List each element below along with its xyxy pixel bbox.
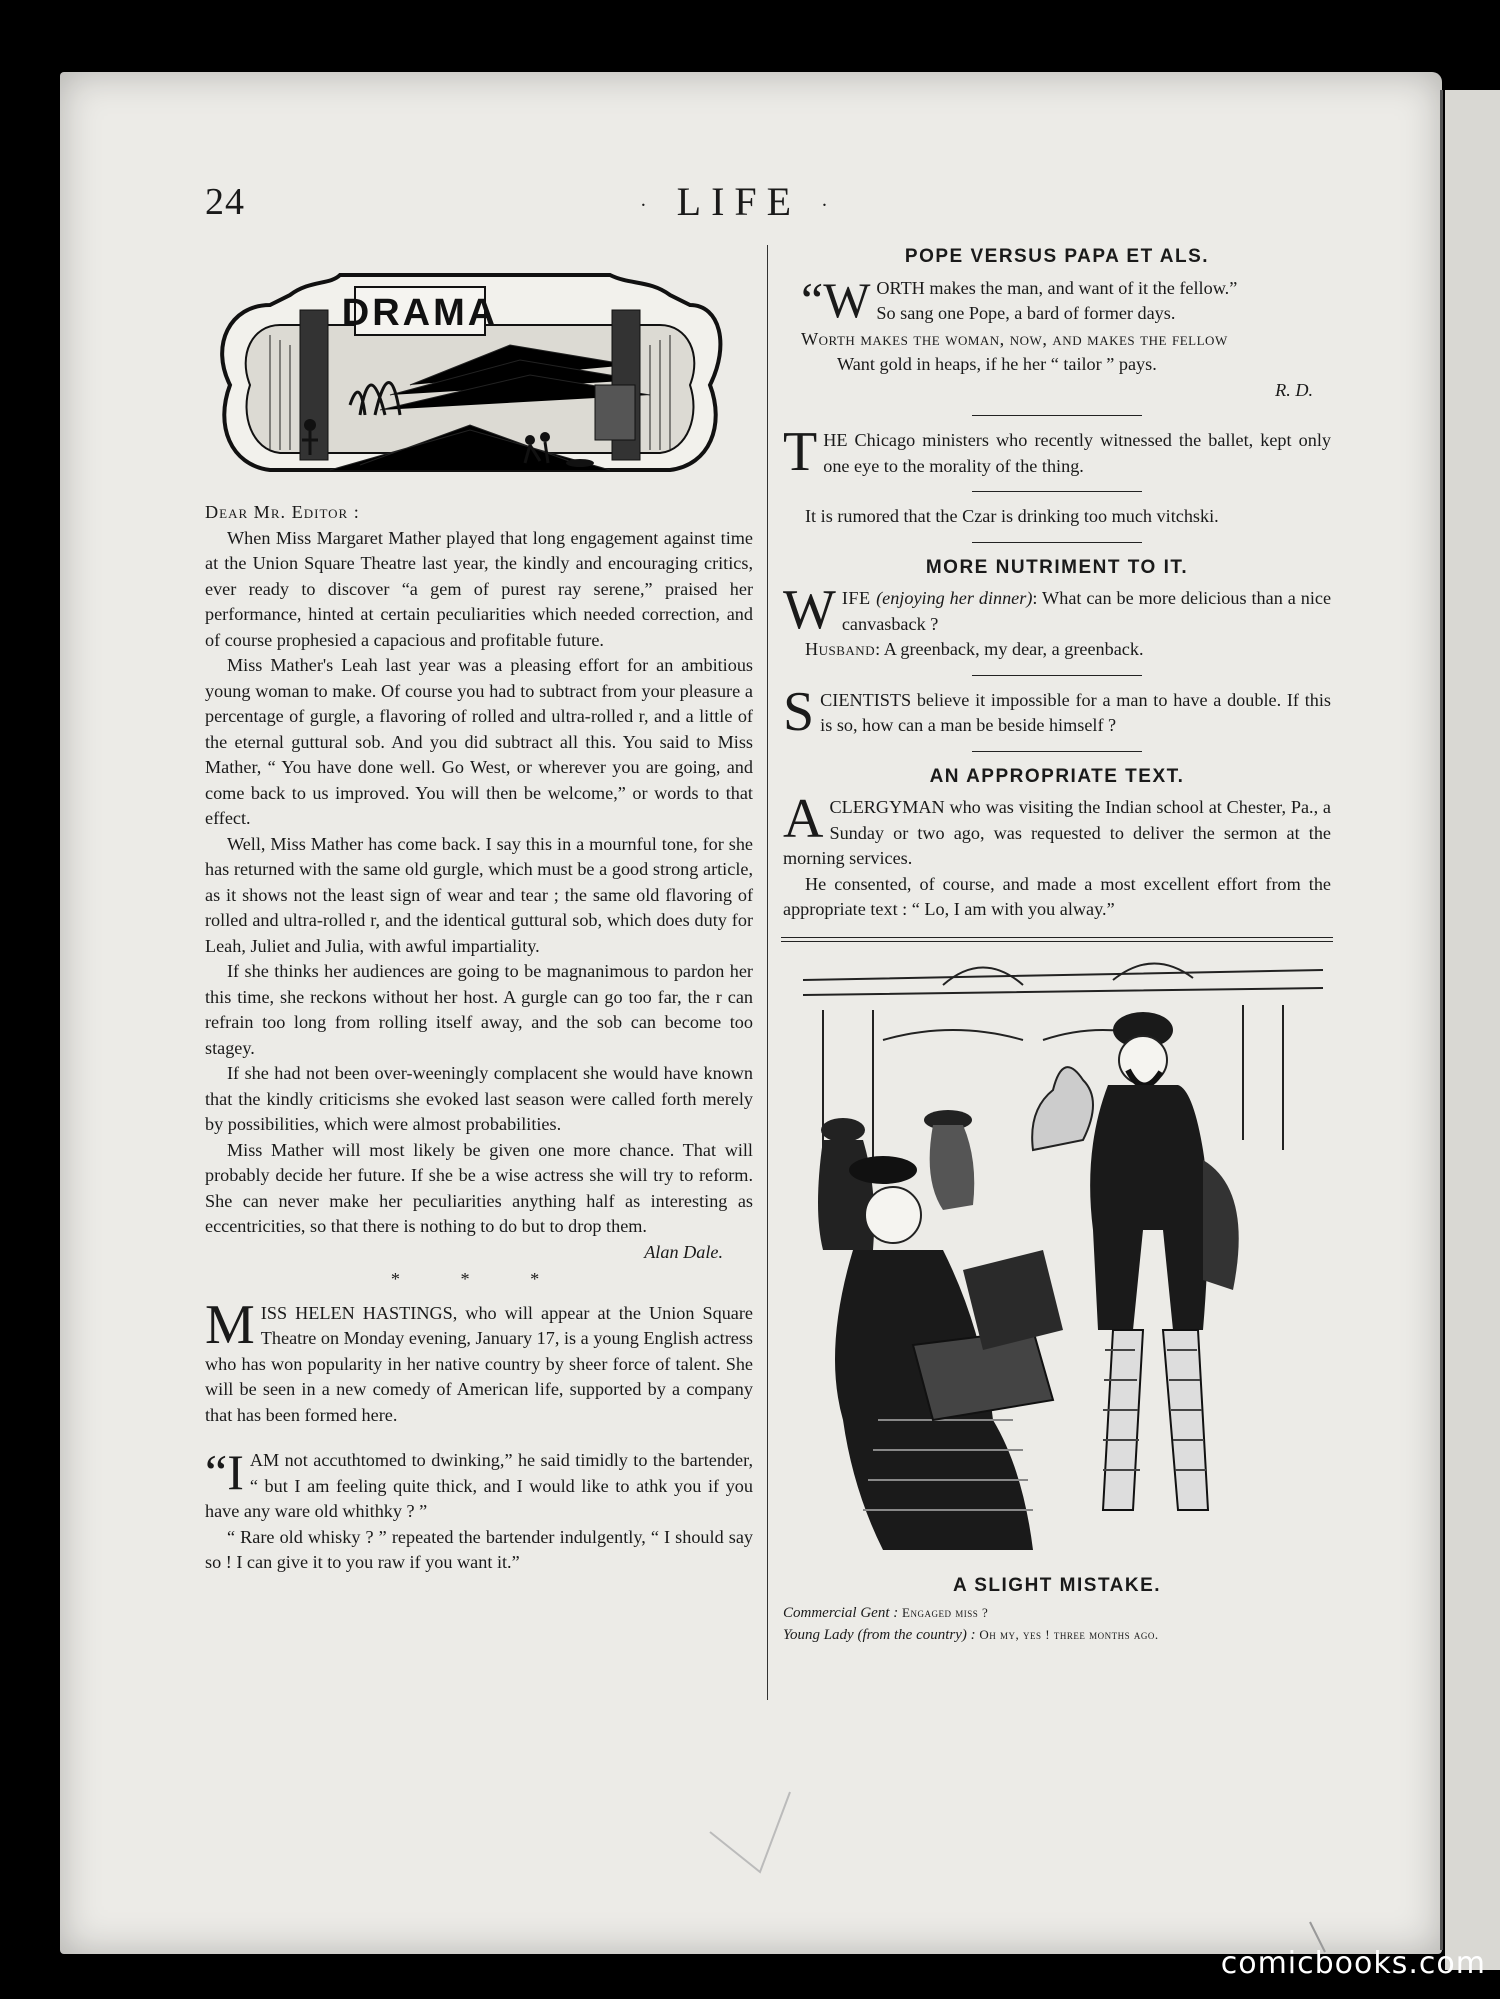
nutriment-heading: MORE NUTRIMENT TO IT. <box>925 556 1189 578</box>
cartoon-caption-title: A SLIGHT MISTAKE. <box>952 1574 1162 1596</box>
facing-page-edge <box>1445 90 1500 1970</box>
wife-label: IFE <box>841 588 877 608</box>
section-rule <box>972 542 1142 543</box>
whisky-text: AM not accuthtomed to dwinking,” he said timidly to the bartender, “ but I am feeling quite thick, and I would like to athk you if you have any ware old whithky ? ” <box>205 1450 753 1521</box>
pope-heading: POPE VERSUS PAPA ET ALS. <box>904 246 1210 267</box>
hastings-dropcap: M <box>205 1293 255 1356</box>
letter-salutation: Dear Mr. Editor : <box>205 502 360 522</box>
article-paragraph: Miss Mather will most likely be given one more chance. That will probably decide her future. If she be a wise actress she will try to reform. She can never make her peculiarities anything half as interesting as eccentricities, so that there is nothing to do but to drop them. <box>205 1139 753 1236</box>
section-rule <box>972 491 1142 492</box>
article-signature: Alan Dale. <box>644 1241 723 1262</box>
left-column <box>205 250 753 1576</box>
clergy-text: CLERGYMAN who was visiting the Indian school at Chester, Pa., a Sunday or two ago, was requested to deliver the sermon at the morning services. <box>783 797 1331 868</box>
pope-line: Worth makes the woman, now, and makes the fellow <box>801 328 1228 349</box>
wife-text: : What can be more delicious than a nice canvasback ? <box>841 588 1332 634</box>
section-rule <box>972 675 1142 676</box>
column-divider <box>767 245 768 1700</box>
chicago-dropcap: T <box>783 421 818 483</box>
czar-paragraph: It is rumored that the Czar is drinking too much vitchski. <box>805 506 1219 526</box>
site-watermark: comicbooks.com <box>1220 1946 1486 1981</box>
wife-stage-direction: (enjoying her dinner) <box>876 588 1033 608</box>
caption-words: Oh my, yes ! three months ago. <box>979 1627 1159 1642</box>
pope-verse <box>783 271 1331 378</box>
pope-dropcap: “W <box>801 271 871 328</box>
whisky-reply: “ Rare old whisky ? ” repeated the bartender indulgently, “ I should say so ! I can give it to you raw if you want it.” <box>205 1526 753 1572</box>
chicago-paragraph <box>783 421 1331 483</box>
scientists-dropcap: S <box>783 680 815 743</box>
chicago-text: HE Chicago ministers who recently witnessed the ballet, kept only one eye to the morality of the thing. <box>823 430 1331 476</box>
section-break-stars: * * * <box>390 1269 568 1289</box>
clergy-dropcap: A <box>783 788 824 850</box>
article-paragraph: When Miss Margaret Mather played that long engagement against time at the Union Square Theatre last year, the kindly and encouraging critics, ever ready to discover “a gem of purest ray serene,” praised her performance, hinted at certain peculiarities which needed correction, and of course prophesied a capacious and profitable future. <box>205 527 753 650</box>
article-paragraph: Miss Mather's Leah last year was a pleasing effort for an ambitious young woman to make. Of course you had to subtract from your pleasure a percentage of gurgle, a flavoring of rolled and ultra-rolled r, and a little of the eternal guttural sob. And you did subtract all this. You said to Miss Mather, “ You have done well. Go West, or wherever you are going, and come back to us improved. You will then be welcome,” or words to that effect. <box>205 655 753 828</box>
whisky-dropcap: “I <box>205 1444 244 1500</box>
cartoon-caption-line <box>783 1624 1331 1646</box>
pope-line: ORTH makes the man, and want of it the fellow.” <box>876 277 1238 298</box>
husband-speaker: Husband <box>805 639 876 659</box>
pope-line: Want gold in heaps, if he her “ tailor ” pays. <box>837 354 1157 374</box>
article-paragraph: If she had not been over-weeningly complacent she would have known that the kindly criticisms she evoked last season were called forth merely by possibilities, which were almost probabilities. <box>205 1063 753 1134</box>
text-heading: AN APPROPRIATE TEXT. <box>929 765 1185 787</box>
section-rule <box>972 751 1142 752</box>
masthead-ornament-right: · <box>821 194 838 217</box>
husband-text: : A greenback, my dear, a greenback. <box>875 639 1144 659</box>
masthead-ornament-left: · <box>640 194 657 217</box>
pope-line: So sang one Pope, a bard of former days. <box>876 303 1176 323</box>
cartoon-caption-line <box>783 1602 1331 1624</box>
husband-paragraph <box>783 637 1331 663</box>
clergy-paragraph-2: He consented, of course, and made a most excellent effort from the appropriate text : “ Lo, I am with you alway.” <box>783 873 1331 919</box>
slight-mistake-illustration <box>783 950 1331 1565</box>
wife-paragraph <box>783 579 1332 641</box>
wife-dropcap: W <box>783 579 836 641</box>
page-number: 24 <box>205 181 245 223</box>
caption-speaker: Young Lady (from the country) : <box>783 1627 976 1643</box>
hastings-text: ISS HELEN HASTINGS, who will appear at the Union Square Theatre on Monday evening, January 17, is a young English actress who has won popularity in her native country by sheer force of talent. She will be seen in a new comedy of American life, supported by a company that has been formed here. <box>205 1302 753 1425</box>
pope-signature: R. D. <box>1275 379 1313 400</box>
scientists-paragraph <box>783 680 1331 743</box>
article-paragraph: If she thinks her audiences are going to be magnanimous to pardon her this time, she reckons without her host. A gurgle can go too far, the r can refrain too long from rolling itself away, and the sob can become too stagey. <box>205 961 753 1058</box>
scientists-text: CIENTISTS believe it impossible for a man to have a double. If this is so, how can a man be beside himself ? <box>820 689 1331 735</box>
clergy-paragraph <box>783 788 1331 872</box>
article-paragraph: Well, Miss Mather has come back. I say this in a mournful tone, for she has returned with the same old gurgle, which must be a good strong article, as it shows not the least sign of wear and tear ; the same old flavoring of rolled and ultra-rolled r, and the identical guttural sob, which does duty for Leah, Juliet and Julia, with awful impartiality. <box>205 833 753 956</box>
caption-words: Engaged miss ? <box>902 1605 989 1620</box>
page-spine <box>1440 90 1443 1950</box>
drama-banner-illustration <box>210 265 730 490</box>
drama-banner-title: DRAMA <box>341 292 499 334</box>
caption-speaker: Commercial Gent : <box>783 1605 899 1621</box>
masthead-text: LIFE <box>676 179 802 224</box>
whisky-paragraph <box>205 1442 753 1525</box>
section-rule <box>972 415 1142 416</box>
hastings-paragraph <box>205 1293 753 1429</box>
illustration-top-rule <box>781 937 1333 942</box>
masthead-title <box>640 178 838 225</box>
right-column <box>783 238 1331 1646</box>
